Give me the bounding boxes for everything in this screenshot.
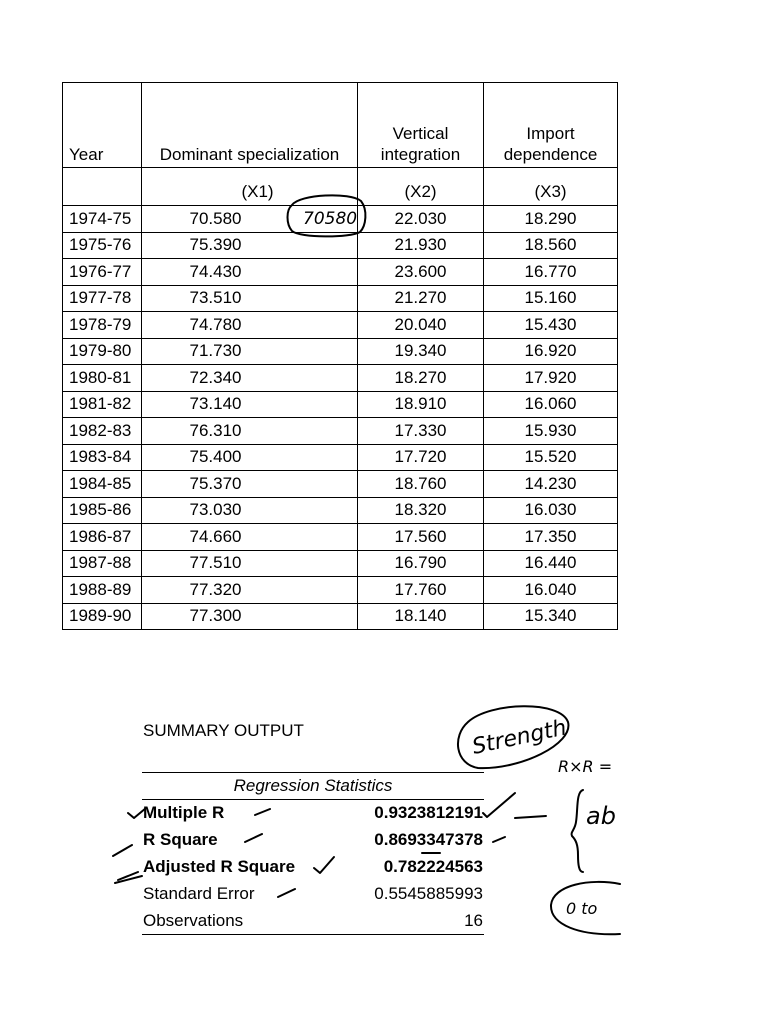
x3-cell: 14.230 bbox=[484, 471, 618, 498]
summary-bottom-rule bbox=[142, 934, 484, 935]
strength-oval bbox=[458, 706, 568, 768]
x1-cell: 75.400 bbox=[142, 444, 358, 471]
table-row bbox=[63, 259, 618, 286]
x3-cell: 15.930 bbox=[484, 418, 618, 445]
unit-x3: (X3) bbox=[484, 168, 618, 206]
x1-cell: 74.780 bbox=[142, 312, 358, 339]
stat-row bbox=[142, 799, 484, 826]
x1-cell: 73.140 bbox=[142, 391, 358, 418]
x3-cell: 15.430 bbox=[484, 312, 618, 339]
dash-mark bbox=[515, 816, 546, 818]
year-cell: 1982-83 bbox=[63, 418, 142, 445]
x2-cell: 18.320 bbox=[358, 497, 484, 524]
x1-cell: 75.390 bbox=[142, 232, 358, 259]
annotation-70580: 70580 bbox=[303, 209, 358, 229]
year-cell: 1986-87 bbox=[63, 524, 142, 551]
units-row bbox=[63, 168, 618, 206]
year-cell: 1978-79 bbox=[63, 312, 142, 339]
x1-cell: 77.300 bbox=[142, 603, 358, 630]
stat-label: Adjusted R Square bbox=[143, 857, 296, 876]
table-row bbox=[63, 285, 618, 312]
annotation-ab: ab bbox=[586, 802, 616, 830]
header-row bbox=[63, 83, 618, 168]
x1-cell: 71.730 bbox=[142, 338, 358, 365]
table-row bbox=[63, 444, 618, 471]
check-mark bbox=[493, 837, 505, 842]
x1-cell: 73.510 bbox=[142, 285, 358, 312]
table-row bbox=[63, 232, 618, 259]
check-mark bbox=[113, 845, 132, 856]
x3-cell: 16.040 bbox=[484, 577, 618, 604]
x3-cell: 15.160 bbox=[484, 285, 618, 312]
x2-cell: 18.760 bbox=[358, 471, 484, 498]
x1-cell: 74.660 bbox=[142, 524, 358, 551]
x3-cell: 18.290 bbox=[484, 206, 618, 233]
header-year: Year bbox=[63, 83, 142, 168]
x2-cell: 18.270 bbox=[358, 365, 484, 392]
summary-output-title: SUMMARY OUTPUT bbox=[143, 721, 304, 740]
year-cell: 1979-80 bbox=[63, 338, 142, 365]
year-cell: 1974-75 bbox=[63, 206, 142, 233]
header-dominant-specialization: Dominant specialization bbox=[142, 83, 358, 168]
unit-x2: (X2) bbox=[358, 168, 484, 206]
table-row bbox=[63, 418, 618, 445]
x2-cell: 18.140 bbox=[358, 603, 484, 630]
stat-label: Standard Error bbox=[143, 884, 255, 903]
x2-cell: 21.270 bbox=[358, 285, 484, 312]
stat-value: 0.5545885993 bbox=[374, 884, 483, 903]
x1-cell: 77.510 bbox=[142, 550, 358, 577]
x3-cell: 15.340 bbox=[484, 603, 618, 630]
stat-value: 16 bbox=[464, 911, 483, 930]
annotation-rxr: R×R = bbox=[558, 757, 613, 776]
x3-cell: 16.770 bbox=[484, 259, 618, 286]
x3-cell: 17.350 bbox=[484, 524, 618, 551]
stat-value: 0.9323812191 bbox=[374, 803, 483, 822]
table-row bbox=[63, 577, 618, 604]
year-cell: 1985-86 bbox=[63, 497, 142, 524]
year-cell: 1980-81 bbox=[63, 365, 142, 392]
x1-cell: 76.310 bbox=[142, 418, 358, 445]
table-row bbox=[63, 603, 618, 630]
check-mark bbox=[115, 876, 142, 883]
table-row bbox=[63, 365, 618, 392]
x1-cell: 74.430 bbox=[142, 259, 358, 286]
table-row bbox=[63, 471, 618, 498]
units-year bbox=[63, 168, 142, 206]
x3-cell: 17.920 bbox=[484, 365, 618, 392]
x2-cell: 17.760 bbox=[358, 577, 484, 604]
annotation-zero-to: 0 to bbox=[566, 899, 598, 918]
x1-cell: 77.320 bbox=[142, 577, 358, 604]
header-vertical-integration: Vertical integration bbox=[358, 83, 484, 168]
year-cell: 1975-76 bbox=[63, 232, 142, 259]
table-row bbox=[63, 550, 618, 577]
stat-label: R Square bbox=[143, 830, 218, 849]
x3-cell: 16.920 bbox=[484, 338, 618, 365]
annotation-strength: Strength bbox=[470, 715, 569, 760]
x2-cell: 16.790 bbox=[358, 550, 484, 577]
x1-cell: 70.580 bbox=[142, 206, 358, 233]
year-cell: 1989-90 bbox=[63, 603, 142, 630]
table-row bbox=[63, 391, 618, 418]
table-row bbox=[63, 206, 618, 233]
check-mark bbox=[118, 872, 138, 880]
x2-cell: 21.930 bbox=[358, 232, 484, 259]
x2-cell: 22.030 bbox=[358, 206, 484, 233]
x3-cell: 18.560 bbox=[484, 232, 618, 259]
stat-value: 0.782224563 bbox=[383, 857, 483, 876]
table-row bbox=[63, 497, 618, 524]
year-cell: 1987-88 bbox=[63, 550, 142, 577]
stat-row bbox=[142, 907, 484, 934]
regression-statistics-heading: Regression Statistics bbox=[142, 772, 484, 800]
x2-cell: 18.910 bbox=[358, 391, 484, 418]
year-cell: 1984-85 bbox=[63, 471, 142, 498]
x1-cell: 73.030 bbox=[142, 497, 358, 524]
x2-cell: 17.560 bbox=[358, 524, 484, 551]
stat-row bbox=[142, 853, 484, 880]
check-mark bbox=[483, 793, 515, 817]
year-cell: 1988-89 bbox=[63, 577, 142, 604]
header-import-dependence: Import dependence bbox=[484, 83, 618, 168]
stat-value: 0.8693347378 bbox=[374, 830, 483, 849]
x2-cell: 23.600 bbox=[358, 259, 484, 286]
unit-x1: (X1) bbox=[142, 168, 358, 206]
x2-cell: 17.720 bbox=[358, 444, 484, 471]
table-row bbox=[63, 312, 618, 339]
stat-row bbox=[142, 880, 484, 907]
x3-cell: 16.440 bbox=[484, 550, 618, 577]
x1-cell: 72.340 bbox=[142, 365, 358, 392]
stat-label: Multiple R bbox=[143, 803, 225, 822]
table-row bbox=[63, 524, 618, 551]
x1-cell: 75.370 bbox=[142, 471, 358, 498]
x3-cell: 16.060 bbox=[484, 391, 618, 418]
stat-label: Observations bbox=[143, 911, 244, 930]
brace-mark bbox=[572, 790, 583, 872]
year-cell: 1981-82 bbox=[63, 391, 142, 418]
data-table bbox=[62, 82, 618, 630]
x2-cell: 17.330 bbox=[358, 418, 484, 445]
zero-to-oval bbox=[551, 882, 620, 934]
x3-cell: 16.030 bbox=[484, 497, 618, 524]
year-cell: 1983-84 bbox=[63, 444, 142, 471]
year-cell: 1976-77 bbox=[63, 259, 142, 286]
stat-row bbox=[142, 826, 484, 853]
table-row bbox=[63, 338, 618, 365]
x3-cell: 15.520 bbox=[484, 444, 618, 471]
x2-cell: 20.040 bbox=[358, 312, 484, 339]
x2-cell: 19.340 bbox=[358, 338, 484, 365]
year-cell: 1977-78 bbox=[63, 285, 142, 312]
